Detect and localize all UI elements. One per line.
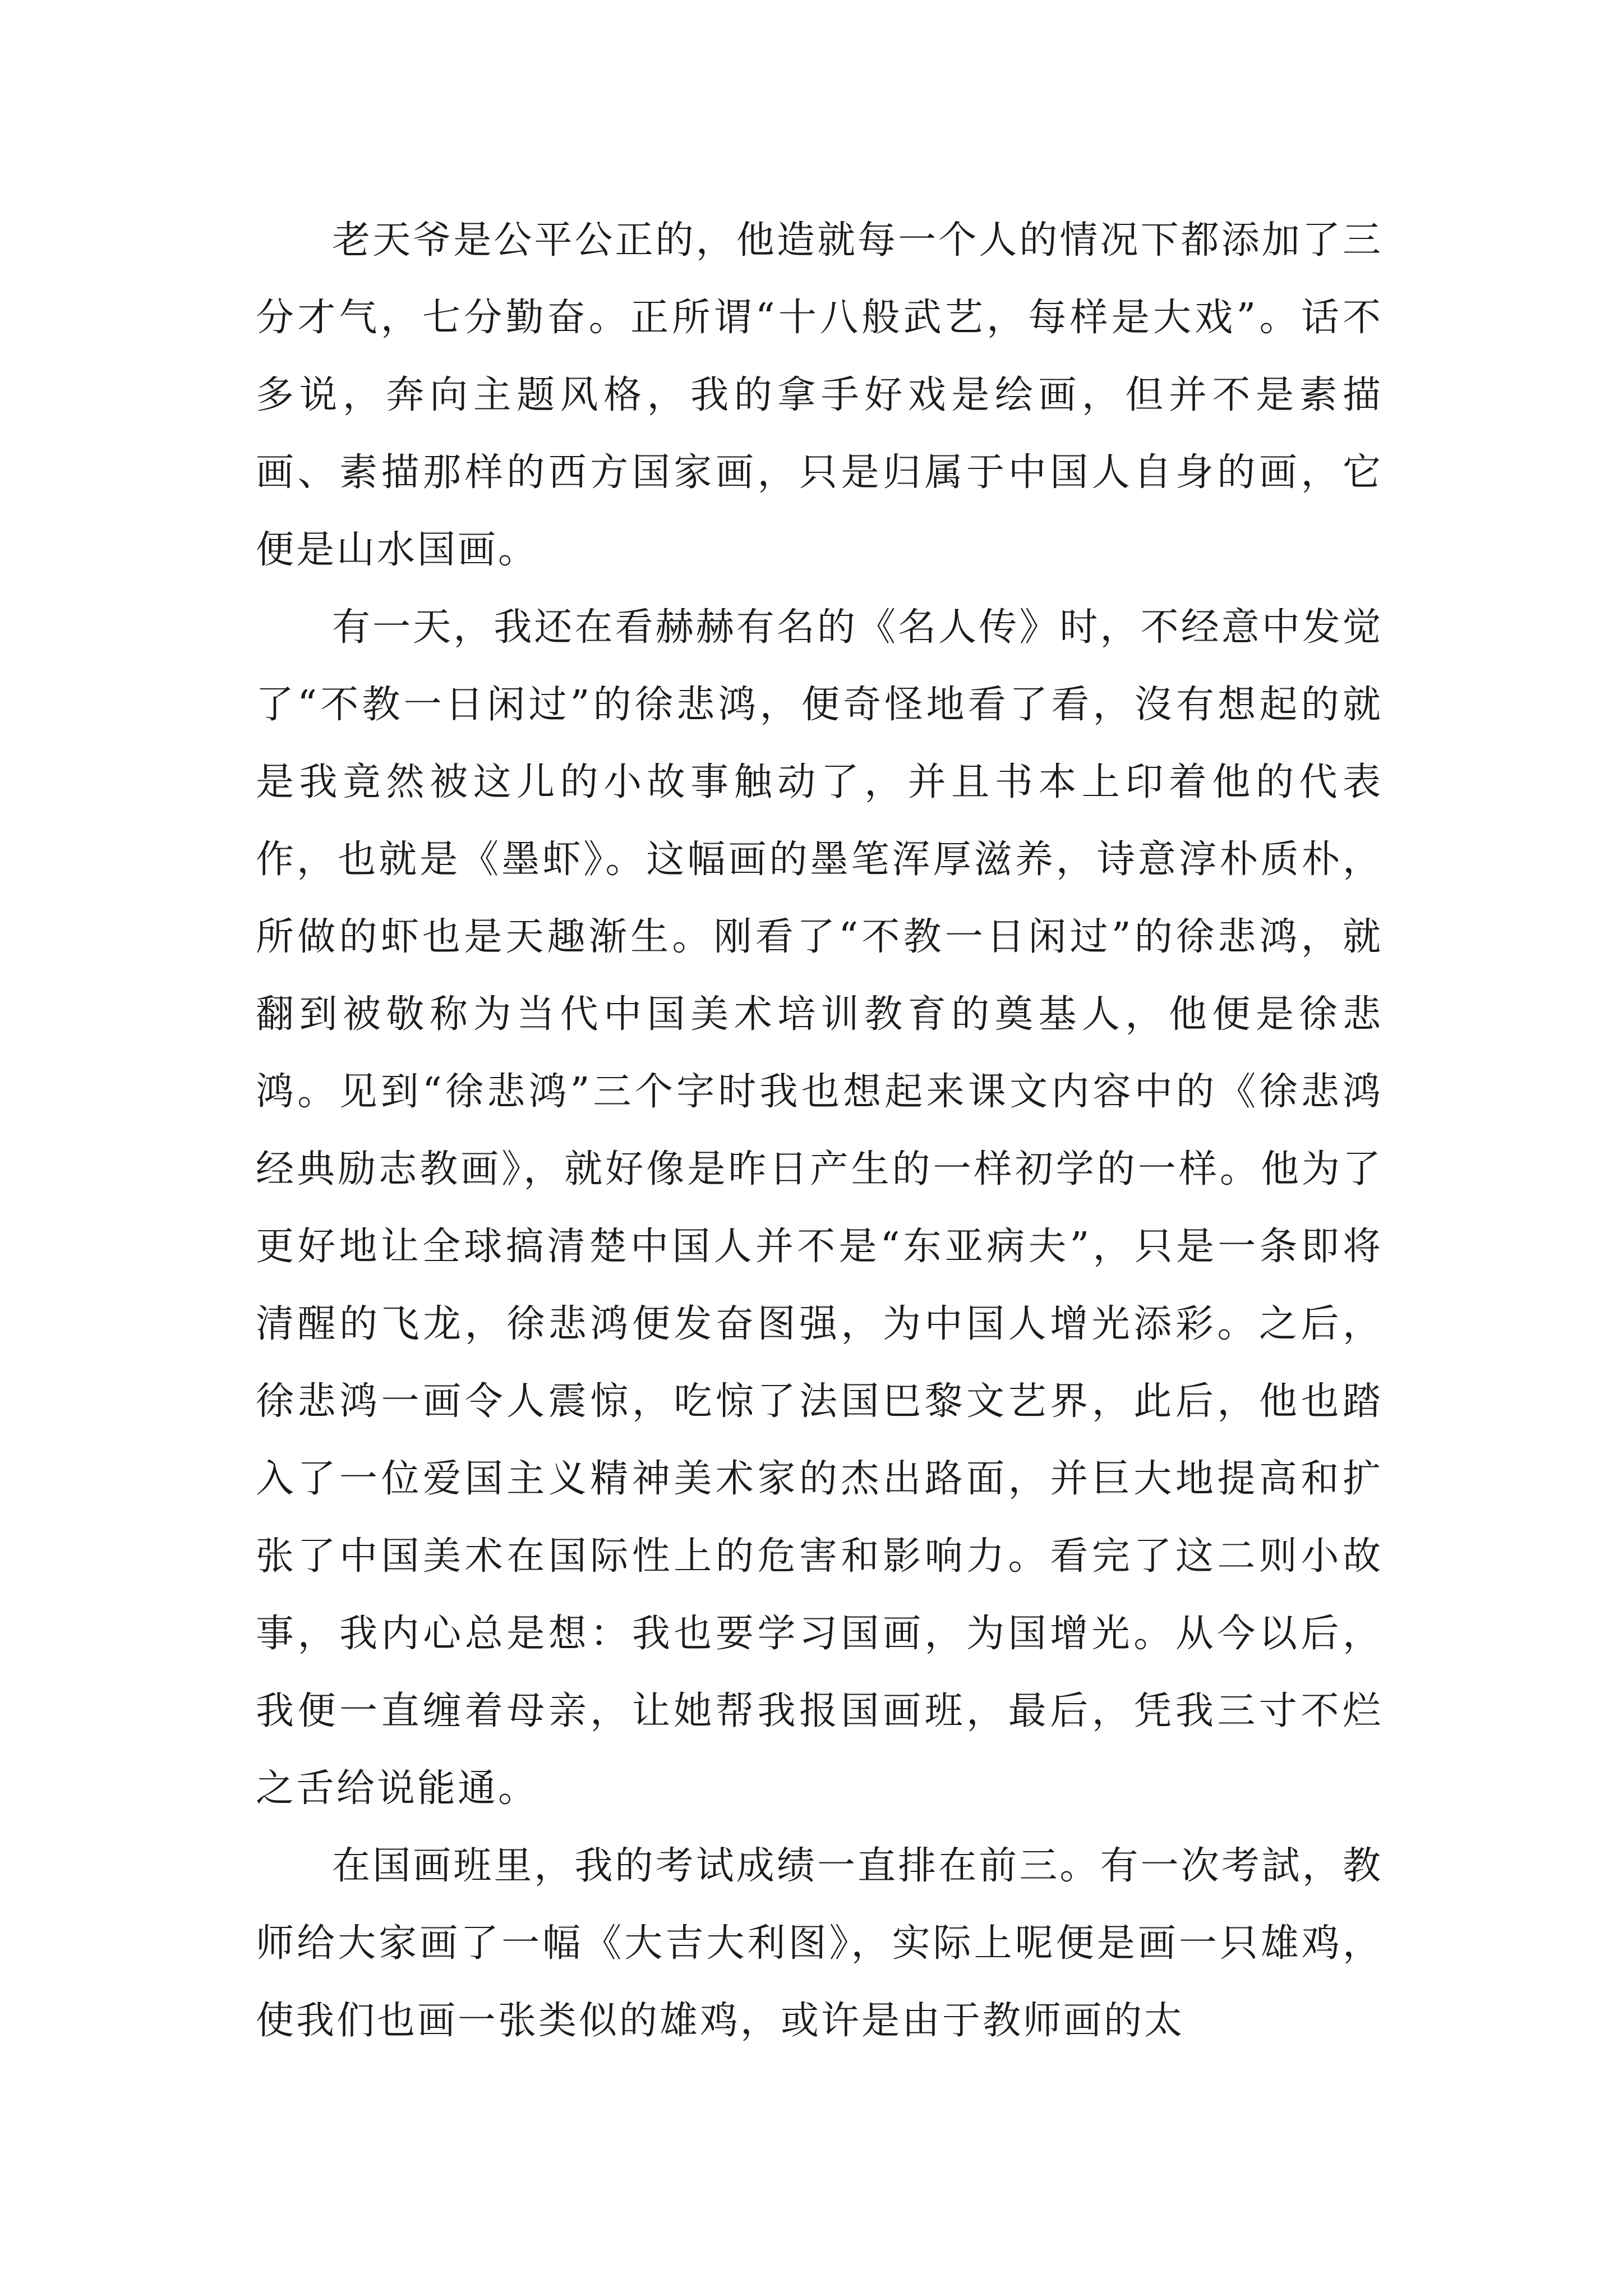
paragraph-2: 有一天，我还在看赫赫有名的《名人传》时，不经意中发觉了“不教一日闲过”的徐悲鸿，便奇怪地看了看，沒有想起的就是我竟然被这儿的小故事触动了，并且书本上印着他的代表作，也就是《墨虾》。这幅画的墨笔浑厚滋养，诗意淳朴质朴，所做的虾也是天趣渐生。刚看了“不教一日闲过”的徐悲鸿，就翻到被敬称为当代中国美术培训教育的奠基人，他便是徐悲鸿。见到“徐悲鸿”三个字时我也想起来课文内容中的《徐悲鸿经典励志教画》，就好像是昨日产生的一样初学的一样。他为了更好地让全球搞清楚中国人并不是“东亚病夫”，只是一条即将清醒的飞龙，徐悲鸿便发奋图强，为中国人增光添彩。之后，徐悲鸿一画令人震惊，吃惊了法国巴黎文艺界，此后，他也踏入了一位爱国主义精神美术家的杰出路面，并巨大地提高和扩张了中国美术在国际性上的危害和影响力。看完了这二则小故事，我内心总是想：我也要学习国画，为国增光。从今以后，我便一直缠着母亲，让她帮我报国画班，最后，凭我三寸不烂之舌给说能通。 xyxy=(256,605,1383,1811)
document-body xyxy=(256,202,1383,2060)
paragraph-1: 老天爷是公平公正的，他造就每一个人的情况下都添加了三分才气，七分勤奋。正所谓“十八般武艺，每样是大戏”。话不多说，奔向主题风格，我的拿手好戏是绘画，但并不是素描画、素描那样的西方国家画，只是归属于中国人自身的画，它便是山水国画。 xyxy=(256,218,1383,572)
paragraph-3: 在国画班里，我的考试成绩一直排在前三。有一次考試，教师给大家画了一幅《大吉大利图》，实际上呢便是画一只雄鸡，使我们也画一张类似的雄鸡，或许是由于教师画的太 xyxy=(256,1844,1383,2043)
